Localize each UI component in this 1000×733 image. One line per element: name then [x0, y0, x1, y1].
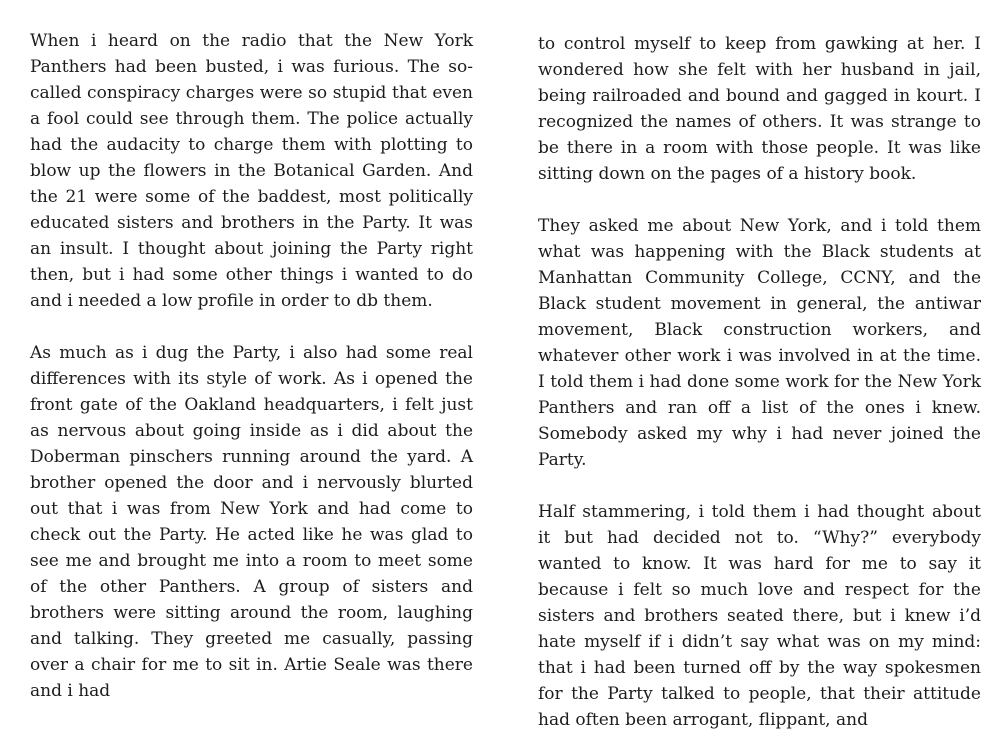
paragraph-half-stammering: Half stammering, i told them i had thought about it but had decided not to. “Why?” everybody wanted to know. It was hard for me to say it because i felt so much love and respect for the sisters and brothers seated there, but i knew i’d hate myself if i didn’t say what was on my mind: that i had been turned off by the way spokesmen for the Party talked to people, that their attitude had often been arrogant, flippant, and	[538, 502, 981, 730]
paragraph-radio-news: When i heard on the radio that the New York Panthers had been busted, i was furious. The so-called conspiracy charges were so stupid that even a fool could see through them. The police actually had the audacity to charge them with plotting to blow up the flowers in the Botanical Garden. And the 21 were some of the baddest, most politically educated sisters and brothers in the Party. It was an insult. I thought about joining the Party right then, but i had some other things i wanted to do and i needed a low profile in order to db them.	[30, 31, 473, 311]
left-column	[30, 28, 473, 704]
paragraph-new-york-work: They asked me about New York, and i told them what was happening with the Black students at Manhattan Community College, CCNY, and the Black student movement in general, the antiwar movement, Black construction workers, and whatever other work i was involved in at the time. I told them i had done some work for the New York Panthers and ran off a list of the ones i knew. Somebody asked my why i had never joined the Party.	[538, 216, 981, 470]
paragraph-history-book: to control myself to keep from gawking at her. I wondered how she felt with her husband in jail, being railroaded and bound and gagged in kourt. I recognized the names of others. It was strange to be there in a room with those people. It was like sitting down on the pages of a history book.	[538, 34, 981, 184]
right-column	[538, 31, 981, 733]
paragraph-party-differences: As much as i dug the Party, i also had some real differences with its style of work. As i opened the front gate of the Oakland headquarters, i felt just as nervous about going inside as i did about the Doberman pinschers running around the yard. A brother opened the door and i nervously blurted out that i was from New York and had come to check out the Party. He acted like he was glad to see me and brought me into a room to meet some of the other Panthers. A group of sisters and brothers were sitting around the room, laughing and talking. They greeted me casually, passing over a chair for me to sit in. Artie Seale was there and i had	[30, 343, 473, 701]
